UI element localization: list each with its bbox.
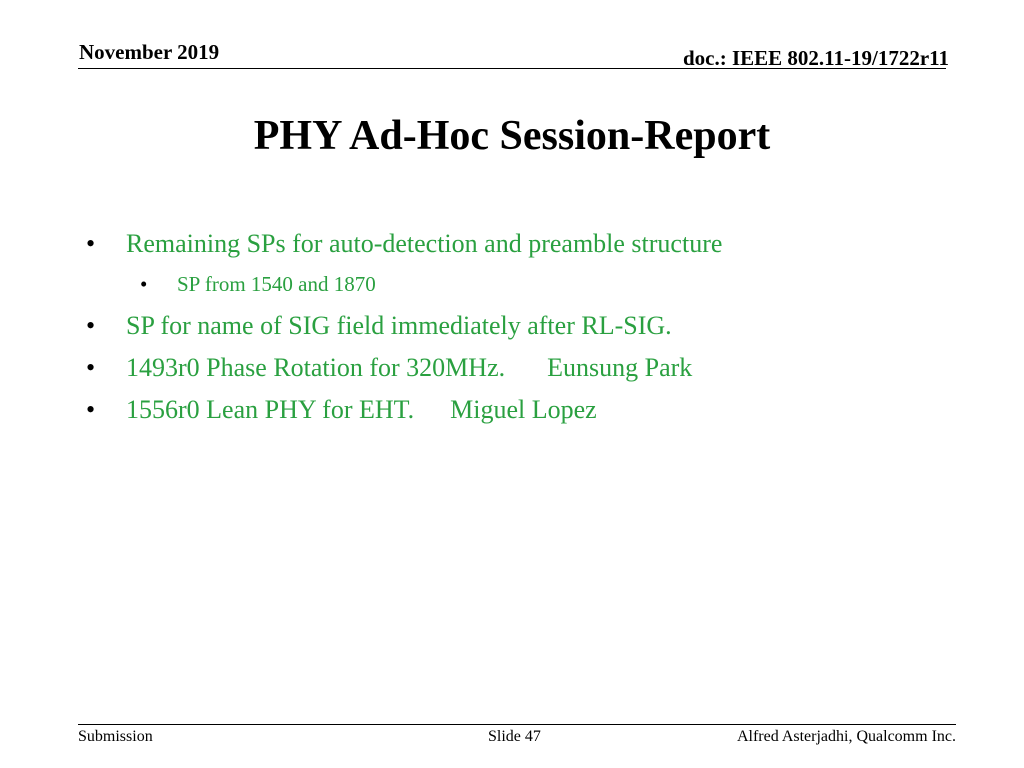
bullet-icon: • [140, 272, 148, 296]
header-date: November 2019 [79, 40, 220, 64]
footer-slide-number: Slide 47 [488, 728, 541, 745]
footer-author: Alfred Asterjadhi, Qualcomm Inc. [736, 728, 956, 745]
bullet-text: 1556r0 Lean PHY for EHT. [126, 395, 415, 424]
bullet-icon: • [86, 395, 96, 424]
header-doc-id: doc.: IEEE 802.11-19/1722r11 [682, 46, 949, 70]
bullet-text: SP for name of SIG field immediately after RL-SIG. [126, 311, 672, 340]
bullet-icon: • [86, 229, 96, 258]
bullet-item-sig-field-name [86, 311, 672, 341]
header-divider [78, 68, 946, 69]
slide-title: PHY Ad-Hoc Session-Report [253, 113, 771, 159]
bullet-author: Eunsung Park [547, 353, 693, 382]
footer-divider [78, 724, 956, 725]
bullet-icon: • [86, 311, 96, 340]
bullet-item-lean-phy [86, 395, 597, 425]
bullet-author: Miguel Lopez [450, 395, 597, 424]
bullet-icon: • [86, 353, 96, 382]
bullet-text: SP from 1540 and 1870 [177, 272, 376, 296]
bullet-text: 1493r0 Phase Rotation for 320MHz. [126, 353, 506, 382]
bullet-item-remaining-sps [86, 229, 722, 259]
bullet-text: Remaining SPs for auto-detection and preamble structure [126, 229, 723, 258]
sub-bullet-item-sp-1540-1870 [140, 272, 376, 297]
footer-submission: Submission [78, 728, 153, 745]
bullet-item-phase-rotation [86, 353, 692, 383]
